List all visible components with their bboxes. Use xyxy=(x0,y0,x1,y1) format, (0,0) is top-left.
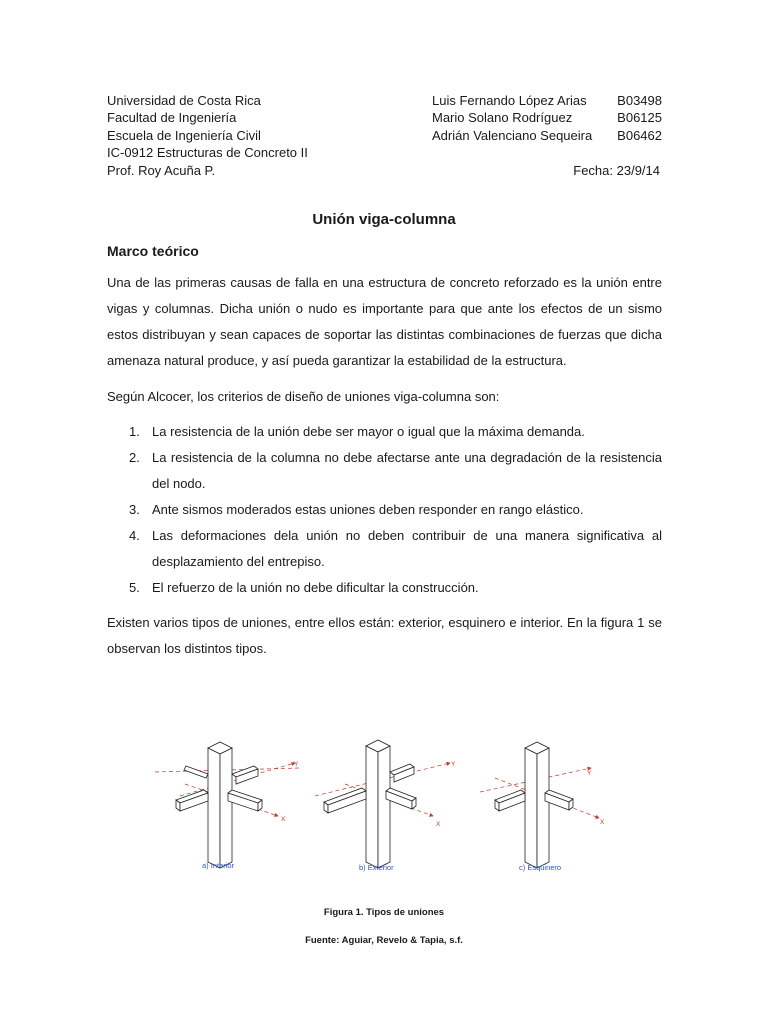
document-date: Fecha: 23/9/14 xyxy=(573,163,660,178)
author-name: Mario Solano Rodríguez xyxy=(432,110,573,126)
figure-joint-types xyxy=(150,738,620,878)
author-name: Luis Fernando López Arias xyxy=(432,93,587,108)
author-row xyxy=(432,92,662,109)
criteria-intro-paragraph: Según Alcocer, los criterios de diseño de uniones viga-columna son: xyxy=(107,389,500,404)
criteria-list xyxy=(107,419,662,601)
axis-y-label: Y xyxy=(587,770,592,777)
list-number: 5. xyxy=(129,580,140,595)
author-id: B06125 xyxy=(617,110,662,126)
axis-x-label: X xyxy=(281,816,286,823)
exterior-joint-drawing xyxy=(315,740,450,868)
interior-joint-drawing xyxy=(155,742,300,868)
list-item xyxy=(107,523,662,575)
list-item xyxy=(107,575,662,601)
list-number: 1. xyxy=(129,424,140,439)
list-item xyxy=(107,497,662,523)
figure-caption: Figura 1. Tipos de uniones xyxy=(323,907,445,918)
axis-y-label: Y xyxy=(451,761,456,768)
list-text: La resistencia de la unión debe ser mayor o igual que la máxima demanda. xyxy=(152,424,585,439)
list-number: 2. xyxy=(129,450,140,465)
corner-joint-drawing xyxy=(480,742,599,868)
interior-label: a) Interior xyxy=(202,861,235,870)
axis-y-label: Y xyxy=(294,761,299,768)
author-id: B06462 xyxy=(617,127,662,143)
corner-label: c) Esquinero xyxy=(519,863,562,872)
list-item xyxy=(107,419,662,445)
list-number: 3. xyxy=(129,502,140,517)
exterior-label: b) Exterior xyxy=(359,863,394,872)
list-text: Las deformaciones dela unión no deben contribuir de una manera significativa al desplazamiento del entrepiso. xyxy=(152,528,662,569)
list-text: Ante sismos moderados estas uniones deben responder en rango elástico. xyxy=(152,502,584,517)
authors-block xyxy=(432,92,662,178)
list-text: La resistencia de la columna no debe afectarse ante una degradación de la resistencia del nodo. xyxy=(152,450,662,491)
professor-name: Prof. Roy Acuña P. xyxy=(107,162,216,178)
intro-paragraph: Una de las primeras causas de falla en una estructura de concreto reforzado es la unión entre vigas y columnas. Dicha unión o nudo es importante para que ante los efectos de un sismo estos distribuyan y sean capaces de soportar las distintas combinaciones de fuerzas que dicha amenaza natural produce, y así pueda garantizar la estabilidad de la estructura. xyxy=(107,275,662,368)
course-name: IC-0912 Estructuras de Concreto II xyxy=(107,145,308,161)
author-row xyxy=(432,127,662,144)
figure-source: Fuente: Aguiar, Revelo & Tapia, s.f. xyxy=(305,935,463,946)
axis-x-label: X xyxy=(600,819,605,826)
axis-x-label: X xyxy=(436,821,441,828)
list-number: 4. xyxy=(129,528,140,543)
author-row xyxy=(432,109,662,126)
joint-types-diagram xyxy=(150,738,620,878)
faculty-name: Facultad de Ingeniería xyxy=(107,110,237,126)
school-name: Escuela de Ingeniería Civil xyxy=(107,127,261,143)
document-title: Unión viga-columna xyxy=(312,211,456,228)
list-text: El refuerzo de la unión no debe dificultar la construcción. xyxy=(152,580,479,595)
author-id: B03498 xyxy=(617,93,662,108)
types-paragraph: Existen varios tipos de uniones, entre ellos están: exterior, esquinero e interior. En la figura 1 se observan los distintos tipos. xyxy=(107,615,662,656)
institution-block xyxy=(107,92,308,179)
section-heading: Marco teórico xyxy=(107,243,199,259)
list-item xyxy=(107,445,662,497)
author-name: Adrián Valenciano Sequeira xyxy=(432,127,593,143)
university-name: Universidad de Costa Rica xyxy=(107,93,261,108)
